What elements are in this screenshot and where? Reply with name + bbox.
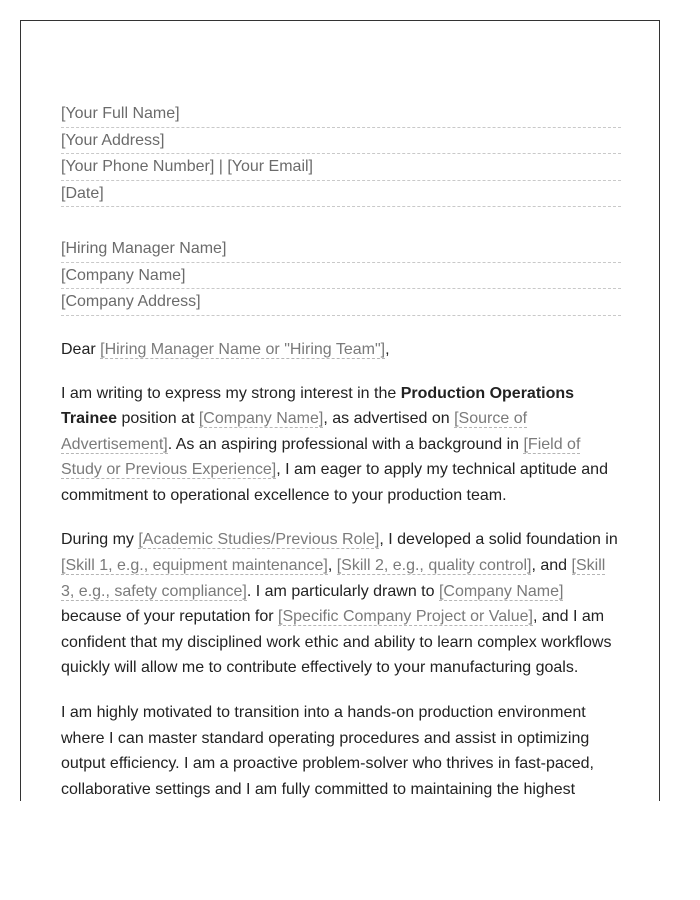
recipient-company-field[interactable]: [Company Name] [61,263,621,290]
letter-page [20,20,660,801]
placeholder-field-of-study[interactable]: [Field of Study or Previous Experience] [61,435,581,479]
sender-name-field[interactable]: [Your Full Name] [61,101,621,128]
recipient-address-field[interactable]: [Company Address] [61,289,621,316]
placeholder-company-name[interactable]: [Company Name] [198,410,324,428]
placeholder-studies[interactable]: [Academic Studies/Previous Role] [138,531,380,549]
sender-contact-field[interactable]: [Your Phone Number] | [Your Email] [61,154,621,181]
placeholder-skill-2[interactable]: [Skill 2, e.g., quality control] [336,557,532,575]
text-run: , and [531,557,572,575]
text-run: position at [117,410,199,428]
placeholder-skill-1[interactable]: [Skill 1, e.g., equipment maintenance] [61,557,328,575]
paragraph-motivation: I am highly motivated to transition into a hands-on production environment where I can master standard operating procedures and assist in optimizing output efficiency. I am a proactive problem-solver who thrives in fast-paced, collaborative settings and I am fully committed to maintaining the highest [61,704,594,798]
text-run: , as advertised on [323,410,455,428]
placeholder-skill-3[interactable]: [Skill 3, e.g., safety compliance] [61,557,606,600]
salutation-placeholder[interactable]: [Hiring Manager Name or "Hiring Team"] [100,340,386,358]
text-run: . As an aspiring professional with a background in [167,435,524,453]
sender-address-field[interactable]: [Your Address] [61,128,621,155]
position-title: Production Operations Trainee [61,384,575,428]
date-field[interactable]: [Date] [61,181,621,208]
text-run: , [327,557,337,575]
text-run: , I developed a solid foundation in [379,531,618,549]
text-run: . I am particularly drawn to [246,582,439,600]
salutation-suffix: , [385,340,390,358]
letter-content [61,101,621,801]
spacer [61,207,621,236]
placeholder-company-project[interactable]: [Specific Company Project or Value] [278,608,533,626]
text-run: , and I am confident that my disciplined work ethic and ability to learn complex workflows quickly will allow me to contribute effectively to your manufacturing goals. [61,608,612,677]
text-run: During my [61,531,139,549]
text-run: because of your reputation for [61,608,279,626]
text-run: , I am eager to apply my technical aptitude and commitment to operational excellence to your production team. [61,461,608,504]
recipient-name-field[interactable]: [Hiring Manager Name] [61,236,621,263]
placeholder-company-name[interactable]: [Company Name] [438,582,564,600]
text-run: I am writing to express my strong interest in the [61,384,401,402]
paragraph-experience [61,527,621,681]
paragraph-intro [61,381,621,509]
salutation-prefix: Dear [61,340,101,358]
placeholder-source[interactable]: [Source of Advertisement] [61,410,528,453]
salutation [61,337,621,362]
